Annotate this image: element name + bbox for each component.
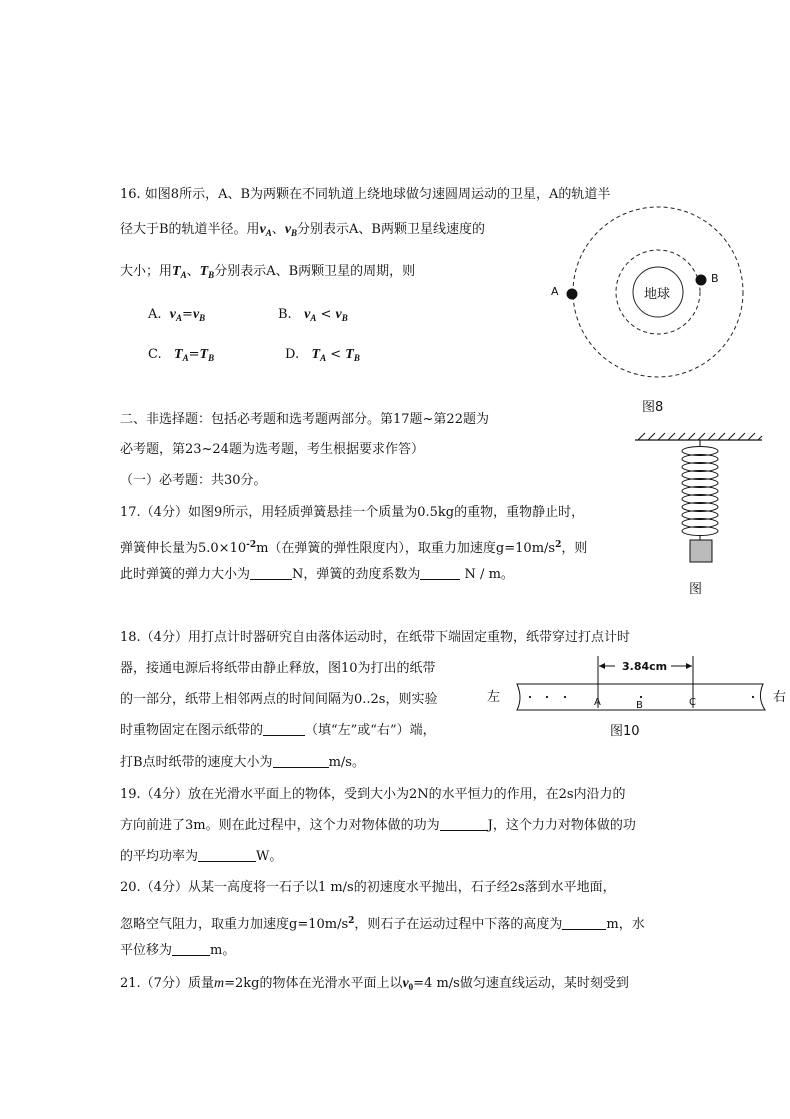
q16-option-b: B. $v_A < v_B$ <box>278 307 348 323</box>
dimension-label: 3.84cm <box>622 660 668 673</box>
q16-line3-text-b: 分别表示A、B两颗卫星的周期，则 <box>214 264 416 279</box>
answer-blank[interactable] <box>198 848 256 862</box>
v-A-symbol: $v_A$ <box>259 222 272 238</box>
q19-line3: 的平均功率为 W。 <box>120 849 283 864</box>
section2-line2: 必考题，第23~24题为选考题，考生根据要求作答） <box>120 442 424 457</box>
ceiling-hatch <box>638 433 762 440</box>
figure-9-spring <box>630 430 770 570</box>
satellite-B <box>696 275 707 286</box>
T-A-symbol: $T_A$ <box>172 264 187 280</box>
weight-block <box>690 540 712 562</box>
figure-8-caption: 图8 <box>642 400 664 415</box>
answer-blank[interactable] <box>440 817 488 831</box>
q20-line1: 20.（4分）从某一高度将一石子以1 m/s的初速度水平抛出，石子经2s落到水平地面， <box>120 880 616 895</box>
q17-line1: 17.（4分）如图9所示，用轻质弹簧悬挂一个质量为0.5kg的重物，重物静止时， <box>120 505 585 520</box>
q16-line2 <box>120 221 485 242</box>
satellite-A <box>567 289 578 300</box>
q17-line2: 弹簧伸长量为$5.0\times 10^{-2}m$（在弹簧的弹性限度内），取重力加速度$g=10m/s^2$，则 <box>120 540 588 556</box>
section2-line3: （一）必考题：共30分。 <box>120 473 267 488</box>
point-A-label: A <box>594 697 601 708</box>
q20-line2: 忽略空气阻力，取重力加速度$g=10m/s^2$，则石子在运动过程中下落的高度为 m，水 <box>120 916 645 932</box>
q21-line1: 21.（7分）质量m=2kg的物体在光滑水平面上以$v_0=4$ m/s做匀速直线运动，某时刻受到 <box>120 976 629 992</box>
section2-line1: 二、非选择题：包括必考题和选考题两部分。第17题~第22题为 <box>120 412 489 427</box>
point-C-label: C <box>689 697 696 708</box>
q18-line2: 器，接通电源后将纸带由静止释放，图10为打出的纸带 <box>120 661 436 676</box>
answer-blank[interactable] <box>562 916 606 930</box>
answer-blank[interactable] <box>420 566 460 580</box>
separator: 、 <box>271 222 285 237</box>
q16-line3-text-a: 大小；用 <box>120 264 173 279</box>
figure-8-orbits <box>540 200 760 420</box>
earth-label: 地球 <box>644 287 671 302</box>
q16-line2-text-a: 径大于B的轨道半径。用 <box>120 222 260 237</box>
answer-blank[interactable] <box>273 754 329 768</box>
figure-9-caption: 图 <box>689 582 703 597</box>
v0-symbol: $v_0$ <box>402 976 414 992</box>
q20-line3: 平位移为 m。 <box>120 943 236 958</box>
q18-line4: 时重物固定在图示纸带的 （填“左”或“右”）端， <box>120 723 436 738</box>
figure-10-caption: 图10 <box>610 724 640 739</box>
q18-line3: 的一部分，纸带上相邻两点的时间间隔为0..2s，则实验 <box>120 692 438 707</box>
q16-option-a: A. $v_A=v_B$ <box>148 307 206 323</box>
m-symbol: m <box>213 976 225 991</box>
q16-line2-text-b: 分别表示A、B两颗卫星线速度的 <box>297 222 485 237</box>
answer-blank[interactable] <box>263 722 305 736</box>
tape-right-label: 右 <box>773 690 787 705</box>
answer-blank[interactable] <box>172 942 210 956</box>
q18-line1: 18.（4分）用打点计时器研究自由落体运动时，在纸带下端固定重物，纸带穿过打点计时 <box>120 630 630 645</box>
T-B-symbol: $T_B$ <box>199 264 215 280</box>
q16-line3 <box>120 263 415 284</box>
separator: 、 <box>186 264 200 279</box>
tape-left-label: 左 <box>487 690 501 705</box>
spring-coils <box>682 447 718 536</box>
q16-option-c: C. $T_A=T_B$ <box>148 347 215 363</box>
satellite-A-label: A <box>551 285 559 298</box>
answer-blank[interactable] <box>250 566 292 580</box>
v-B-symbol: $v_B$ <box>284 222 298 238</box>
q19-line2: 方向前进了3m。则在此过程中，这个力对物体做的功为 J，这个力力对物体做的功 <box>120 818 636 833</box>
q18-line5: 打B点时纸带的速度大小为 m/s。 <box>120 755 365 770</box>
q19-line1: 19.（4分）放在光滑水平面上的物体，受到大小为2N的水平恒力的作用，在2s内沿力的 <box>120 787 626 802</box>
q17-line3: 此时弹簧的弹力大小为 N，弹簧的劲度系数为 N / m。 <box>120 567 514 582</box>
q16-option-d: D. $T_A < T_B$ <box>285 347 360 363</box>
satellite-B-label: B <box>711 272 719 285</box>
point-B-label: B <box>636 700 643 711</box>
q16-line1: 16. 如图8所示，A、B为两颗在不同轨道上绕地球做匀速圆周运动的卫星，A的轨道半 <box>120 187 611 202</box>
